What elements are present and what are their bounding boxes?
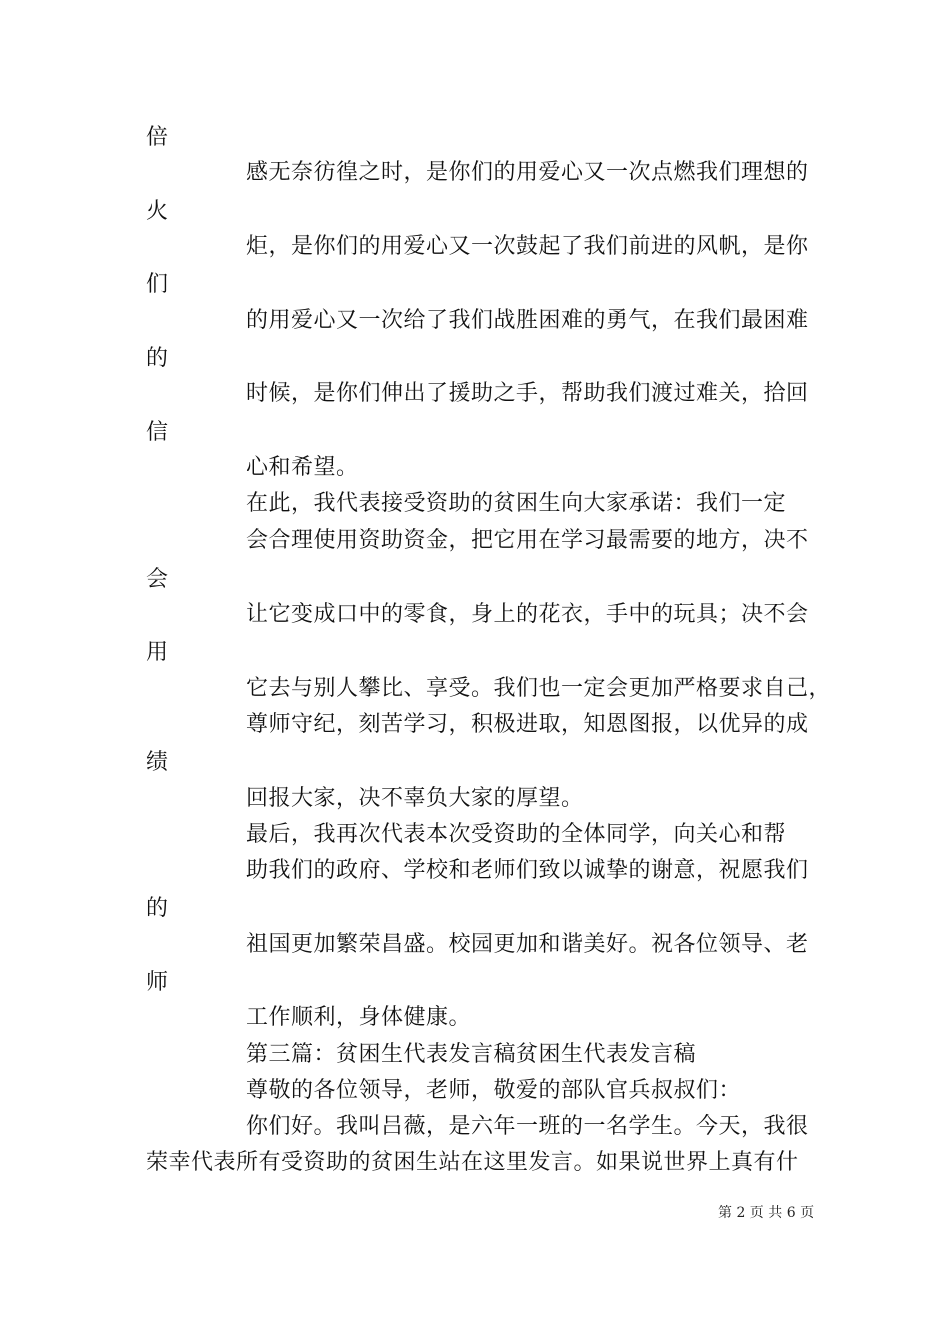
text-line: 倍 <box>146 125 169 150</box>
text-line: 在此，我代表接受资助的贫困生向大家承诺：我们一定 <box>246 491 787 516</box>
text-line: 会 <box>146 567 169 592</box>
text-line: 们 <box>146 272 169 297</box>
text-line: 助我们的政府、学校和老师们致以诚挚的谢意，祝愿我们 <box>246 858 809 883</box>
text-line: 尊敬的各位领导，老师，敬爱的部队官兵叔叔们： <box>246 1078 742 1103</box>
text-line: 荣幸代表所有受资助的贫困生站在这里发言。如果说世界上真有什 <box>146 1150 799 1175</box>
page-number-footer: 第 2 页 共 6 页 <box>718 1205 815 1221</box>
text-line: 回报大家，决不辜负大家的厚望。 <box>246 786 584 811</box>
text-line: 让它变成口中的零食，身上的花衣，手中的玩具；决不会 <box>246 602 809 627</box>
text-line: 信 <box>146 420 169 445</box>
text-line: 的用爱心又一次给了我们战胜困难的勇气，在我们最困难 <box>246 308 809 333</box>
text-line: 炬，是你们的用爱心又一次鼓起了我们前进的风帆，是你 <box>246 234 809 259</box>
section-heading: 第三篇：贫困生代表发言稿贫困生代表发言稿 <box>246 1042 697 1067</box>
text-line: 它去与别人攀比、享受。我们也一定会更加严格要求自己， <box>246 676 832 701</box>
text-line: 时候，是你们伸出了援助之手，帮助我们渡过难关，拾回 <box>246 381 809 406</box>
text-line: 感无奈彷徨之时，是你们的用爱心又一次点燃我们理想的 <box>246 160 809 185</box>
text-line: 的 <box>146 896 169 921</box>
text-line: 工作顺利，身体健康。 <box>246 1005 472 1030</box>
text-line: 心和希望。 <box>246 455 359 480</box>
text-line: 最后，我再次代表本次受资助的全体同学，向关心和帮 <box>246 822 787 847</box>
text-line: 祖国更加繁荣昌盛。校园更加和谐美好。祝各位领导、老 <box>246 932 809 957</box>
text-line: 绩 <box>146 750 169 775</box>
text-line: 的 <box>146 346 169 371</box>
text-line: 你们好。我叫吕薇，是六年一班的一名学生。今天，我很 <box>246 1114 809 1139</box>
text-line: 尊师守纪，刻苦学习，积极进取，知恩图报，以优异的成 <box>246 712 809 737</box>
text-line: 会合理使用资助资金，把它用在学习最需要的地方，决不 <box>246 528 809 553</box>
text-line: 火 <box>146 199 169 224</box>
text-line: 师 <box>146 970 169 995</box>
text-line: 用 <box>146 640 169 665</box>
